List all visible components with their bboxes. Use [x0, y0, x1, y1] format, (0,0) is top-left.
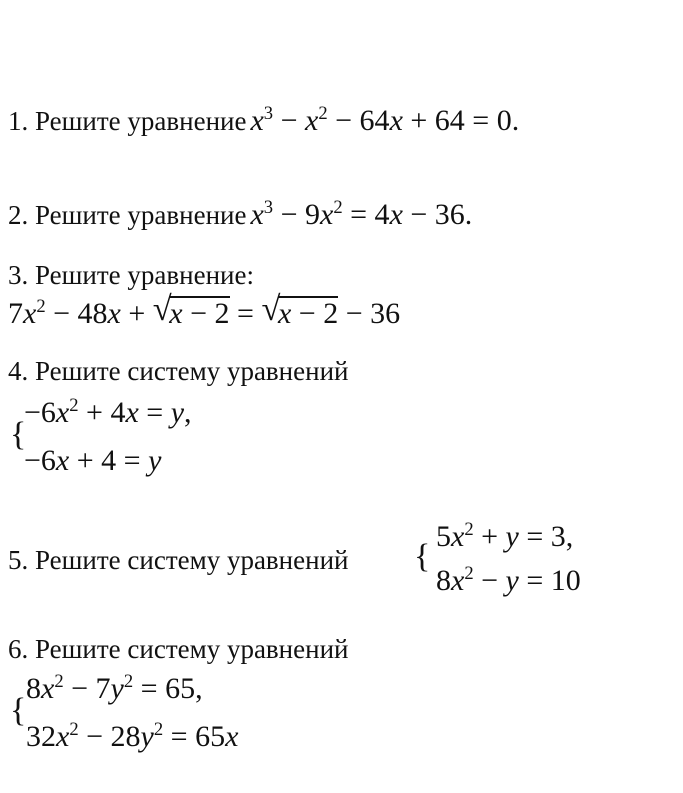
problem-5-row-2: $8x^2 - y = 10$	[436, 562, 581, 597]
problem-6-row-1: $8x^2 - 7y^2 = 65$,	[26, 670, 203, 705]
problem-6-row-2: $32x^2 - 28y^2 = 65x$	[26, 718, 239, 753]
problem-1-label: 1. Решите уравнение	[8, 106, 247, 136]
problem-1	[8, 102, 520, 137]
system-brace: {	[10, 416, 27, 453]
problem-4-row-2: −6x + 4 = y	[24, 444, 162, 477]
system-brace: {	[414, 538, 431, 575]
problem-3-label: 3. Решите уравнение:	[8, 260, 254, 290]
problem-4-row-1: $-6x^2 + 4x = y$,	[24, 394, 192, 429]
problem-5-label: 5. Решите систему уравнений	[8, 545, 349, 575]
problem-5-row-1: $5x^2 + y = 3$,	[436, 518, 574, 553]
problem-6-label: 6. Решите систему уравнений	[8, 634, 349, 664]
sqrt-expression-right: √ x − 2	[261, 296, 338, 329]
system-brace: {	[10, 692, 27, 729]
problem-2	[8, 196, 473, 231]
problem-1-equation: $x^3 - x^2 - 64x + 64 = 0$.	[250, 102, 520, 137]
problem-3-equation: $7x^2 - 48x$ + √ x − 2 = √ x − 2 − 36	[8, 296, 400, 329]
problem-4-label: 4. Решите систему уравнений	[8, 356, 349, 386]
sqrt-expression-left: √ x − 2	[153, 296, 230, 329]
problem-2-equation: $x^3 - 9x^2 = 4x - 36$.	[250, 196, 473, 231]
problem-2-label: 2. Решите уравнение	[8, 200, 247, 230]
